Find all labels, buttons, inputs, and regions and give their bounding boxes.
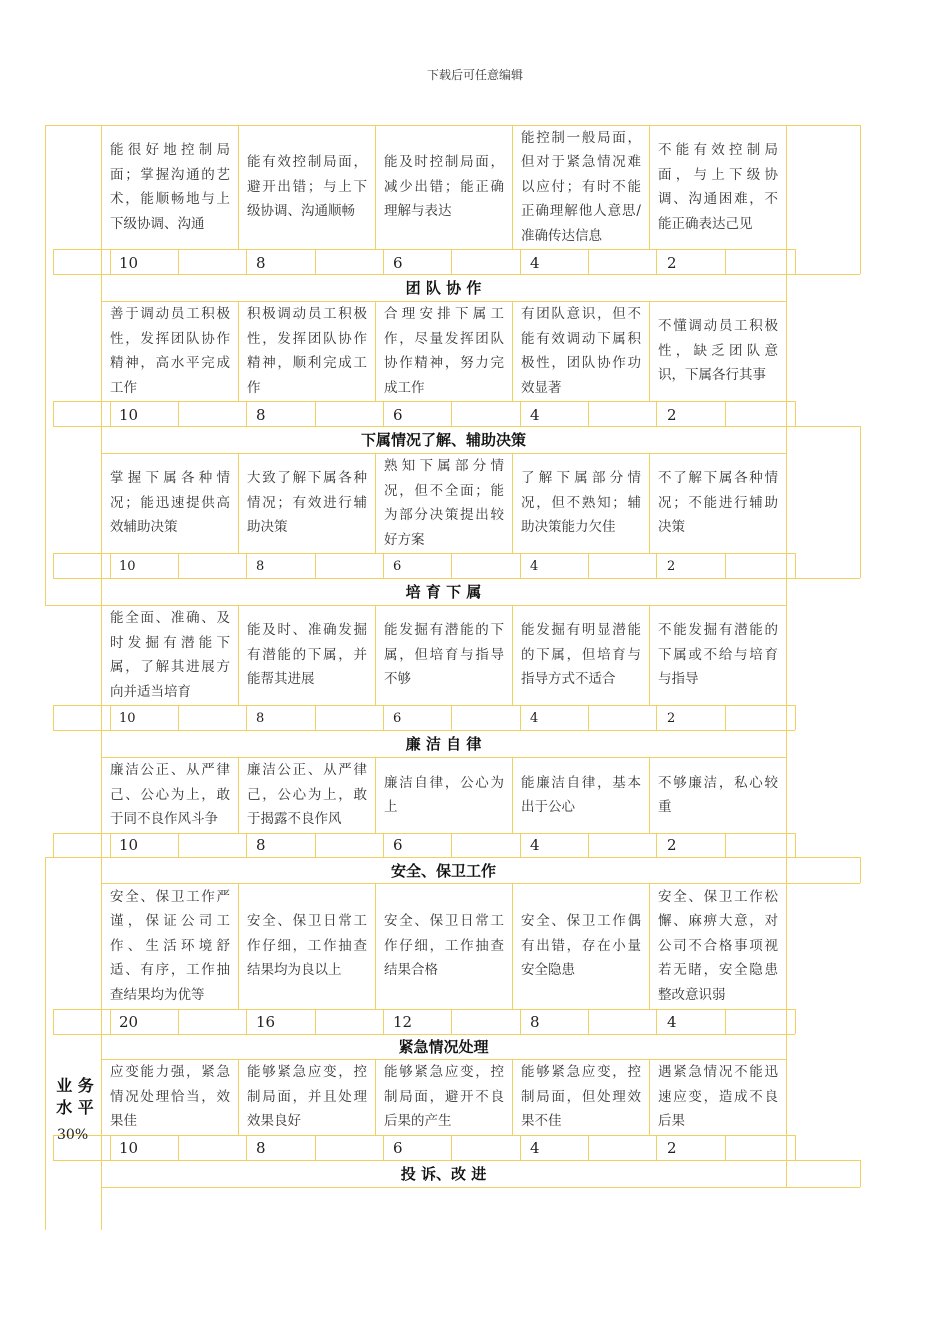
score-value: 4 <box>530 711 539 726</box>
criterion-cell: 安全、保卫工作严谨，保证公司工作、生活环境舒适、有序，工作抽查结果均为优等 <box>110 888 230 1003</box>
grid-line <box>178 1009 179 1034</box>
grid-line <box>588 833 589 857</box>
criterion-cell: 能够紧急应变，控制局面，但处理效果不佳 <box>521 1064 641 1130</box>
grid-line <box>383 249 384 274</box>
grid-line <box>451 249 452 274</box>
grid-line <box>315 833 316 857</box>
grid-line <box>786 426 860 427</box>
grid-line <box>451 705 452 730</box>
grid-line <box>588 1135 589 1160</box>
grid-line <box>520 705 521 730</box>
grid-line <box>53 1135 54 1160</box>
score-value: 6 <box>393 254 403 272</box>
grid-line <box>110 1009 111 1034</box>
grid-line <box>315 553 316 578</box>
grid-line <box>588 1009 589 1034</box>
grid-line <box>786 578 860 579</box>
criterion-cell: 能很好地控制局面；掌握沟通的艺术，能顺畅地与上下级协调、沟通 <box>110 142 230 232</box>
grid-line <box>178 1135 179 1160</box>
grid-line <box>520 553 521 578</box>
grid-line <box>101 1160 786 1161</box>
grid-line <box>101 1034 786 1035</box>
grid-line <box>795 833 796 857</box>
grid-line <box>786 883 860 884</box>
grid-line <box>795 401 796 426</box>
grid-line <box>725 833 726 857</box>
criterion-cell: 安全、保卫日常工作仔细，工作抽查结果合格 <box>384 913 504 979</box>
grid-line <box>656 401 657 426</box>
grid-line <box>246 249 247 274</box>
grid-line <box>725 249 726 274</box>
grid-line <box>45 605 101 606</box>
grid-line <box>725 553 726 578</box>
criterion-cell: 不懂调动员工积极性，缺乏团队意识，下属各行其事 <box>658 318 778 384</box>
score-value: 6 <box>393 559 402 574</box>
score-value: 8 <box>256 406 266 424</box>
criterion-cell: 能控制一般局面，但对于紧急情况难以应付；有时不能正确理解他人意思/准确传达信息 <box>521 129 641 244</box>
score-value: 10 <box>119 559 136 574</box>
criterion-cell: 能够紧急应变，控制局面，并且处理效果良好 <box>247 1064 367 1130</box>
grid-line <box>246 553 247 578</box>
criterion-cell: 安全、保卫工作松懈、麻痹大意，对公司不合格事项视若无睹，安全隐患整改意识弱 <box>658 888 778 1003</box>
category-label <box>50 1075 100 1119</box>
criterion-cell: 合理安排下属工作，尽量发挥团队协作精神，努力完成工作 <box>384 306 504 396</box>
grid-line <box>520 249 521 274</box>
criterion-cell: 熟知下属部分情况，但不全面；能为部分决策提出较好方案 <box>384 458 504 548</box>
grid-line <box>315 401 316 426</box>
grid-line <box>588 401 589 426</box>
grid-line <box>725 401 726 426</box>
grid-line <box>246 401 247 426</box>
category-label-line2: 水 平 <box>56 1098 94 1117</box>
grid-line <box>246 1009 247 1034</box>
grid-line <box>315 1135 316 1160</box>
score-value: 2 <box>667 406 677 424</box>
grid-line <box>588 249 589 274</box>
grid-line <box>656 249 657 274</box>
grid-line <box>45 857 101 858</box>
grid-line <box>795 705 796 730</box>
criterion-cell: 能有效控制局面，避开出错；与上下级协调、沟通顺畅 <box>247 154 367 220</box>
criterion-cell: 有团队意识，但不能有效调动下属积极性，团队协作功效显著 <box>521 306 641 396</box>
grid-line <box>725 1135 726 1160</box>
grid-line <box>860 1160 861 1187</box>
grid-line <box>101 578 786 579</box>
criterion-cell: 大致了解下属各种情况；有效进行辅助决策 <box>247 470 367 536</box>
grid-line <box>725 705 726 730</box>
score-value: 8 <box>256 559 265 574</box>
score-value: 4 <box>667 1013 677 1031</box>
grid-line <box>53 249 54 274</box>
grid-line <box>795 1009 796 1034</box>
score-value: 8 <box>256 1139 266 1157</box>
grid-line <box>246 1135 247 1160</box>
grid-line <box>101 730 786 731</box>
grid-line <box>110 1135 111 1160</box>
grid-line <box>520 833 521 857</box>
score-value: 2 <box>667 711 676 726</box>
criterion-cell: 不能有效控制局面，与上下级协调、沟通困难，不能正确表达己见 <box>658 142 778 232</box>
grid-line <box>383 833 384 857</box>
score-value: 6 <box>393 711 402 726</box>
grid-line <box>53 833 54 857</box>
grid-line <box>53 401 795 402</box>
score-value: 10 <box>119 711 136 726</box>
grid-line <box>451 401 452 426</box>
grid-line <box>110 249 111 274</box>
criterion-cell: 安全、保卫工作偶有出错，存在小量安全隐患 <box>521 913 641 979</box>
section-title: 投 诉、改 进 <box>400 1165 487 1183</box>
grid-line <box>383 705 384 730</box>
grid-line <box>656 1135 657 1160</box>
grid-line <box>101 426 786 427</box>
criterion-cell: 能全面、准确、及时发掘有潜能下属，了解其进展方向并适当培育 <box>110 610 230 700</box>
score-value: 8 <box>256 711 265 726</box>
grid-line <box>451 553 452 578</box>
grid-line <box>178 833 179 857</box>
grid-line <box>451 833 452 857</box>
score-value: 8 <box>256 254 266 272</box>
score-value: 4 <box>530 1139 540 1157</box>
grid-line <box>53 833 795 834</box>
page-header: 下载后可任意编辑 <box>426 68 523 82</box>
grid-line <box>520 1009 521 1034</box>
criterion-cell: 能发掘有明显潜能的下属，但培育与指导方式不适合 <box>521 622 641 688</box>
category-label-line1: 业 务 <box>56 1076 94 1095</box>
score-value: 10 <box>119 406 139 424</box>
criterion-cell: 廉洁公正、从严律己、公心为上，敢于同不良作风斗争 <box>110 762 230 828</box>
section-title: 紧急情况处理 <box>398 1038 489 1056</box>
grid-line <box>178 401 179 426</box>
score-value: 8 <box>530 1013 540 1031</box>
grid-line <box>451 1135 452 1160</box>
criterion-cell: 能廉洁自律，基本出于公心 <box>521 774 641 815</box>
grid-line <box>795 553 796 578</box>
score-value: 8 <box>256 836 266 854</box>
criterion-cell: 遇紧急情况不能迅速应变，造成不良后果 <box>658 1064 778 1130</box>
grid-line <box>383 1135 384 1160</box>
score-value: 6 <box>393 1139 403 1157</box>
grid-line <box>53 705 54 730</box>
score-value: 20 <box>119 1013 139 1031</box>
grid-line <box>53 249 795 250</box>
grid-line <box>588 553 589 578</box>
score-value: 2 <box>667 1139 677 1157</box>
grid-line <box>860 426 861 578</box>
score-value: 4 <box>530 836 540 854</box>
score-value: 2 <box>667 559 676 574</box>
grid-line <box>53 401 54 426</box>
grid-line <box>315 705 316 730</box>
score-value: 10 <box>119 1139 139 1157</box>
grid-line <box>860 857 861 883</box>
grid-line <box>178 249 179 274</box>
grid-line <box>246 833 247 857</box>
criterion-cell: 应变能力强，紧急情况处理恰当，效果佳 <box>110 1064 230 1130</box>
grid-line <box>383 401 384 426</box>
section-title: 安全、保卫工作 <box>390 862 496 880</box>
grid-line <box>178 553 179 578</box>
criterion-cell: 廉洁公正、从严律己，公心为上，敢于揭露不良作风 <box>247 762 367 828</box>
score-value: 2 <box>667 836 677 854</box>
score-value: 16 <box>256 1013 276 1031</box>
grid-line <box>520 401 521 426</box>
grid-line <box>383 553 384 578</box>
grid-line <box>101 1187 786 1188</box>
grid-line <box>53 1009 54 1034</box>
criterion-cell: 掌握下属各种情况；能迅速提供高效辅助决策 <box>110 470 230 536</box>
score-value: 6 <box>393 406 403 424</box>
category-weight: 30% <box>57 1127 89 1143</box>
grid-line <box>45 125 46 605</box>
criterion-cell: 了解下属部分情况，但不熟知；辅助决策能力欠佳 <box>521 470 641 536</box>
grid-line <box>588 705 589 730</box>
grid-line <box>786 125 787 1187</box>
section-title: 廉 洁 自 律 <box>405 735 482 753</box>
grid-line <box>725 1009 726 1034</box>
grid-line <box>110 833 111 857</box>
grid-line <box>786 1160 860 1161</box>
grid-line <box>786 1187 860 1188</box>
grid-line <box>795 249 796 274</box>
criterion-cell: 不了解下属各种情况；不能进行辅助决策 <box>658 470 778 536</box>
grid-line <box>315 249 316 274</box>
grid-line <box>656 553 657 578</box>
grid-line <box>795 1135 796 1160</box>
section-title: 下属情况了解、辅助决策 <box>360 431 526 449</box>
criterion-cell: 能及时、准确发掘有潜能的下属，并能帮其进展 <box>247 622 367 688</box>
grid-line <box>178 705 179 730</box>
score-value: 4 <box>530 406 540 424</box>
grid-line <box>110 705 111 730</box>
criterion-cell: 能发掘有潜能的下属，但培育与指导不够 <box>384 622 504 688</box>
grid-line <box>656 705 657 730</box>
criterion-cell: 善于调动员工积极性，发挥团队协作精神，高水平完成工作 <box>110 306 230 396</box>
criterion-cell: 安全、保卫日常工作仔细，工作抽查结果均为良以上 <box>247 913 367 979</box>
score-value: 2 <box>667 254 677 272</box>
grid-line <box>110 553 111 578</box>
criterion-cell: 廉洁自律，公心为上 <box>384 774 504 815</box>
grid-line <box>383 1009 384 1034</box>
grid-line <box>451 1009 452 1034</box>
grid-line <box>45 857 46 1230</box>
grid-line <box>786 274 860 275</box>
grid-line <box>315 1009 316 1034</box>
grid-line <box>246 705 247 730</box>
grid-line <box>53 1009 795 1010</box>
grid-line <box>53 553 54 578</box>
grid-line <box>656 833 657 857</box>
score-value: 10 <box>119 836 139 854</box>
section-title: 培 育 下 属 <box>405 583 482 601</box>
grid-line <box>53 553 795 554</box>
criterion-cell: 能及时控制局面，减少出错；能正确理解与表达 <box>384 154 504 220</box>
score-value: 4 <box>530 254 540 272</box>
grid-line <box>786 857 860 858</box>
grid-line <box>101 857 786 858</box>
score-value: 4 <box>530 559 539 574</box>
section-title: 团 队 协 作 <box>405 279 482 297</box>
grid-line <box>656 1009 657 1034</box>
score-value: 12 <box>393 1013 413 1031</box>
grid-line <box>110 401 111 426</box>
grid-line <box>860 125 861 274</box>
grid-line <box>520 1135 521 1160</box>
grid-line <box>53 1135 795 1136</box>
criterion-cell: 不能发掘有潜能的下属或不给与培育与指导 <box>658 622 778 688</box>
criterion-cell: 不够廉洁，私心较重 <box>658 774 778 815</box>
grid-line <box>53 705 795 706</box>
criterion-cell: 积极调动员工积极性，发挥团队协作精神，顺利完成工作 <box>247 306 367 396</box>
score-value: 6 <box>393 836 403 854</box>
score-value: 10 <box>119 254 139 272</box>
criterion-cell: 能够紧急应变，控制局面，避开不良后果的产生 <box>384 1064 504 1130</box>
grid-line <box>101 274 786 275</box>
